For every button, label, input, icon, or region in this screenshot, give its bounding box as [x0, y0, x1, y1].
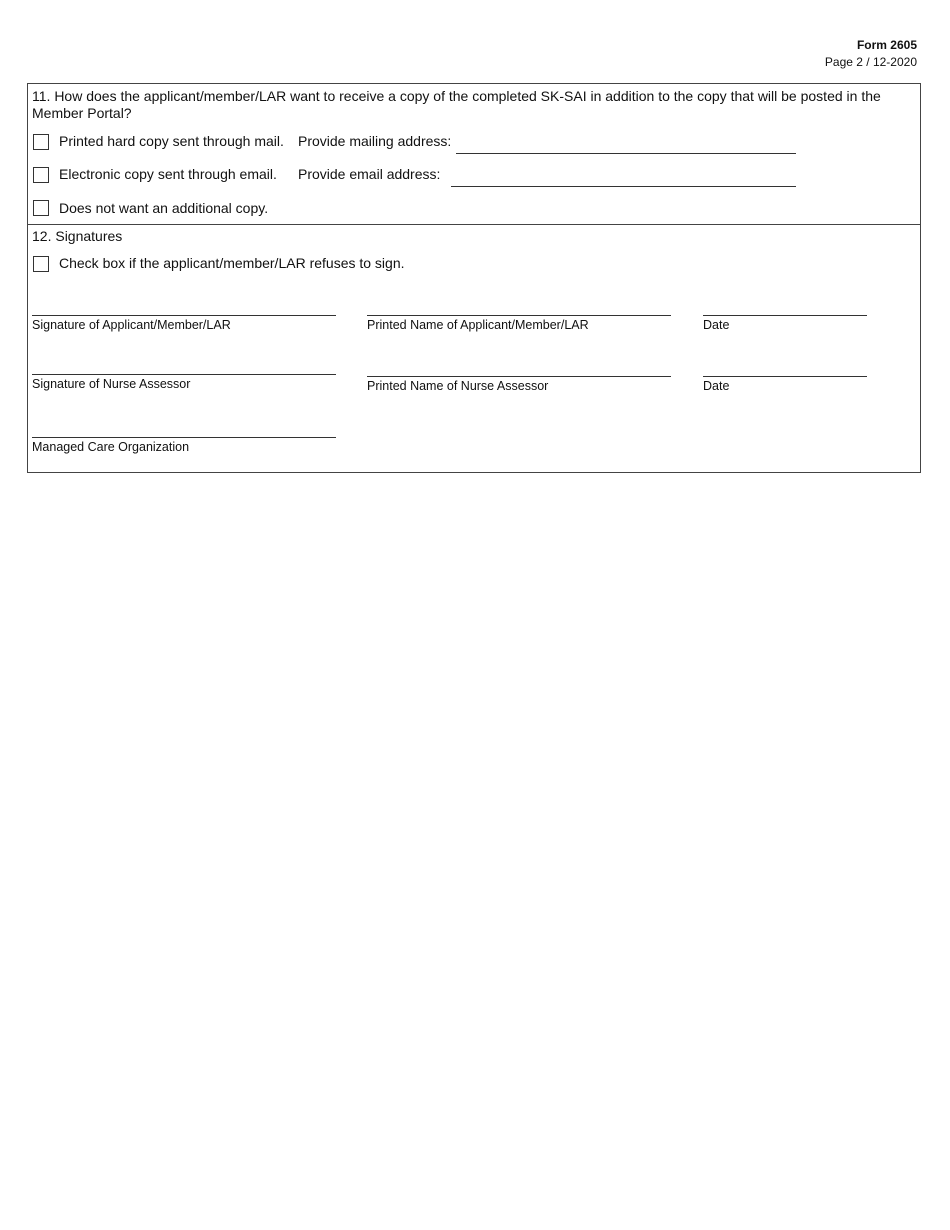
- section-11-delivery-preference: [27, 83, 921, 225]
- section-12-signatures: [27, 224, 921, 473]
- page-info: Page 2 / 12-2020: [824, 55, 917, 69]
- mailing-address-field[interactable]: [456, 153, 796, 154]
- mailing-address-label: Provide mailing address:: [298, 133, 452, 149]
- email-address-field[interactable]: [451, 186, 796, 187]
- nurse-printed-name-line[interactable]: [367, 376, 671, 377]
- applicant-printed-name-line[interactable]: [367, 315, 671, 316]
- section-12-title: 12. Signatures: [32, 228, 123, 244]
- refuse-to-sign-checkbox[interactable]: [33, 256, 49, 272]
- email-address-label: Provide email address:: [298, 166, 441, 182]
- refuse-to-sign-label: Check box if the applicant/member/LAR refuses to sign.: [59, 255, 405, 271]
- email-copy-checkbox[interactable]: [33, 167, 49, 183]
- applicant-signature-caption: Signature of Applicant/Member/LAR: [32, 318, 231, 332]
- mail-copy-checkbox[interactable]: [33, 134, 49, 150]
- nurse-date-caption: Date: [703, 379, 730, 393]
- applicant-signature-line[interactable]: [32, 315, 336, 316]
- email-copy-label: Electronic copy sent through email.: [59, 166, 277, 182]
- form-number: Form 2605: [856, 38, 917, 52]
- mco-caption: Managed Care Organization: [32, 440, 190, 454]
- question-11-text: 11. How does the applicant/member/LAR want to receive a copy of the completed SK-SAI in addition to the copy that will be posted in the Member Portal?: [32, 88, 881, 121]
- nurse-printed-name-caption: Printed Name of Nurse Assessor: [367, 379, 549, 393]
- applicant-printed-name-caption: Printed Name of Applicant/Member/LAR: [367, 318, 589, 332]
- nurse-signature-line[interactable]: [32, 374, 336, 375]
- mail-copy-label: Printed hard copy sent through mail.: [59, 133, 284, 149]
- nurse-date-line[interactable]: [703, 376, 867, 377]
- applicant-date-caption: Date: [703, 318, 730, 332]
- mco-line[interactable]: [32, 437, 336, 438]
- no-copy-label: Does not want an additional copy.: [59, 200, 269, 216]
- nurse-signature-caption: Signature of Nurse Assessor: [32, 377, 191, 391]
- applicant-date-line[interactable]: [703, 315, 867, 316]
- no-copy-checkbox[interactable]: [33, 200, 49, 216]
